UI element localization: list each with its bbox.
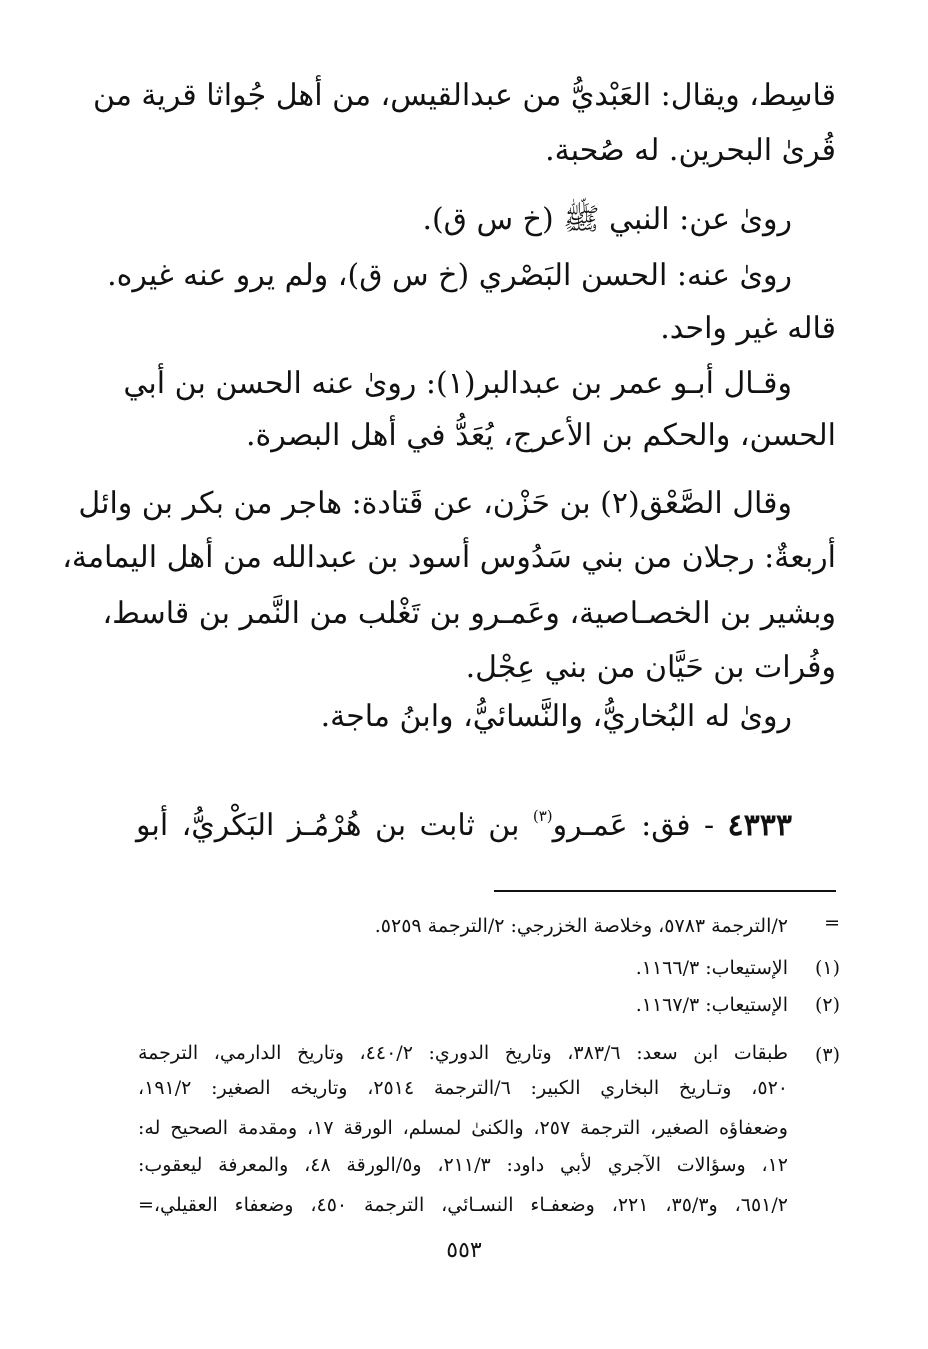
- footnote-marker: (٢): [814, 994, 840, 1016]
- text-line: الحسن، والحكم بن الأعرج، يُعَدُّ في أهل البصرة.: [245, 418, 836, 453]
- entry-name: عَمـرو: [552, 808, 628, 843]
- footnote-line: ١٢، وسؤالات الآجري لأبي داود: ٢١١/٣، و٥/الورقة ٤٨، والمعرفة ليعقوب:: [138, 1154, 788, 1176]
- footnote-ref: (٣): [532, 807, 553, 825]
- text-line: وفُرات بن حَيَّان من بني عِجْل.: [465, 650, 836, 685]
- footnote-line: الإستيعاب: ١١٦٧/٣.: [635, 994, 788, 1016]
- page-number: ٥٥٣: [446, 1238, 482, 1263]
- footnote-divider: [494, 890, 836, 892]
- footnote-line: طبقات ابن سعد: ٣٨٣/٦، وتاريخ الدوري: ٤٤٠/٢، وتاريخ الدارمي، الترجمة: [138, 1042, 788, 1064]
- text-line: قُرىٰ البحرين. له صُحبة.: [545, 133, 836, 168]
- text-line: قاسِط، ويقال: العَبْديُّ من عبدالقيس، من أهل جُواثا قرية من: [92, 78, 836, 113]
- continuation-marker: =: [824, 912, 840, 934]
- footnote-line: الإستيعاب: ١١٦٦/٣.: [635, 957, 788, 979]
- text-line: وقـال أبـو عمر بن عبدالبر(١): روىٰ عنه الحسن بن أبي: [123, 366, 792, 401]
- text-line: قاله غير واحد.: [660, 311, 836, 346]
- text-line: وبشير بن الخصـاصية، وعَمـرو بن تَغْلب من النَّمر بن قاسط،: [102, 596, 836, 631]
- text-line: أربعةٌ: رجلان من بني سَدُوس أسود بن عبدالله من أهل اليمامة،: [62, 540, 836, 575]
- footnote-line: وضعفاؤه الصغير، الترجمة ٢٥٧، والكنىٰ لمسلم، الورقة ١٧، ومقدمة الصحيح له:: [138, 1117, 788, 1139]
- footnote-line: ٥٢٠، وتـاريخ البخاري الكبير: ٦/الترجمة ٢٥١٤، وتاريخه الصغير: ١٩١/٢،: [138, 1077, 789, 1099]
- entry-heading: [136, 800, 836, 852]
- footnote-marker: (١): [814, 957, 840, 979]
- entry-rest: بن ثابت بن هُرْمُـز البَكْريُّ، أبو: [136, 808, 520, 843]
- footnote-line: ٢/الترجمة ٥٧٨٣، وخلاصة الخزرجي: ٢/الترجمة ٥٢٥٩.: [374, 915, 788, 937]
- footnote-line: ٦٥١/٢، و٣٥/٣، ٢٢١، وضعفـاء النسـائي، الترجمة ٤٥٠، وضعفاء العقيلي،=: [138, 1194, 788, 1216]
- entry-number: ٤٣٣٣: [727, 808, 792, 843]
- text-line: وقال الصَّعْق(٢) بن حَزْن، عن قَتادة: هاجر من بكر بن وائل: [78, 486, 792, 521]
- text-line: روىٰ عن: النبي ﷺ (خ س ق).: [422, 202, 792, 237]
- text-line: روىٰ له البُخاريُّ، والنَّسائيُّ، وابنُ ماجة.: [320, 699, 792, 734]
- text-line: روىٰ عنه: الحسن البَصْري (خ س ق)، ولم يرو عنه غيره.: [107, 258, 792, 293]
- entry-code: فق:: [641, 808, 691, 843]
- footnote-marker: (٣): [814, 1044, 840, 1066]
- entry-separator: -: [703, 808, 715, 843]
